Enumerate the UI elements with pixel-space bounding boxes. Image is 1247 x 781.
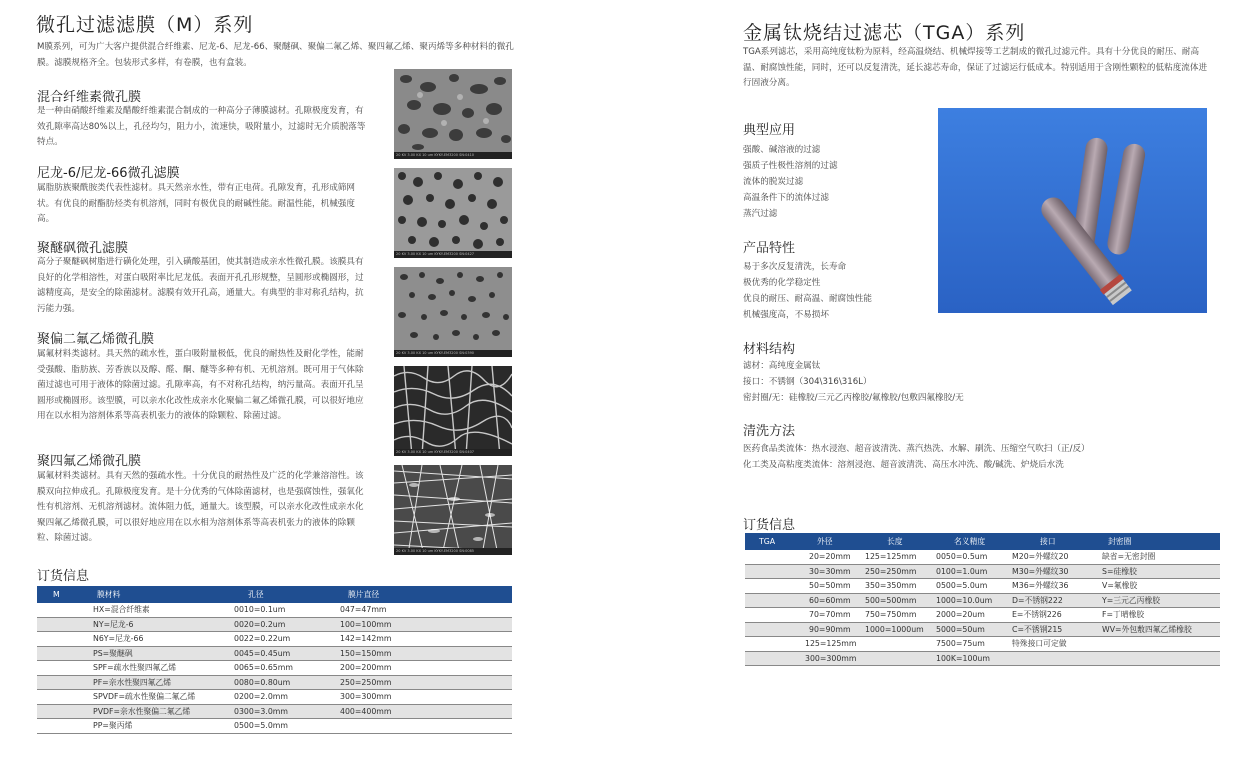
table-cell: 50=50mm — [797, 579, 863, 594]
column-header: TGA — [745, 533, 797, 550]
table-cell: 0065=0.65mm — [234, 661, 340, 676]
table-row — [37, 617, 512, 632]
table-cell: M30=外螺纹30 — [1008, 564, 1100, 579]
table-cell: 70=70mm — [797, 608, 863, 623]
table-cell: M20=外螺纹20 — [1008, 550, 1100, 564]
left-page — [0, 0, 623, 781]
table-row — [37, 646, 512, 661]
micrograph-caption: 20 KV 3.00 KX 10 um KYKY-EM3200 SN:0410 — [394, 152, 512, 159]
micrograph-caption: 20 KV 3.00 KX 10 um KYKY-EM3200 SN:0085 — [394, 548, 512, 555]
table-cell — [340, 719, 512, 734]
table-cell: 0200=2.0mm — [234, 690, 340, 705]
table-cell: 60=60mm — [797, 593, 863, 608]
table-cell — [863, 637, 936, 652]
table-cell: S=硅橡胶 — [1100, 564, 1220, 579]
table-row — [745, 651, 1220, 666]
table-cell: 350=350mm — [863, 579, 936, 594]
table-row — [37, 603, 512, 617]
column-header: 膜片直径 — [340, 586, 512, 603]
table-cell: HX=混合纤维素 — [93, 603, 234, 617]
list-item: 医药食品类流体：热水浸泡、超音波清洗、蒸汽热洗、水解、刷洗、压缩空气吹扫（正/反） — [743, 444, 1090, 454]
table-header-row — [37, 586, 512, 603]
table-cell: 0100=1.0um — [936, 564, 1008, 579]
table-cell: 0020=0.2um — [234, 617, 340, 632]
table-cell: 0080=0.80um — [234, 675, 340, 690]
table-cell: N6Y=尼龙-66 — [93, 632, 234, 647]
section-text-nylon: 属脂肪族聚酰胺类代表性滤材。具天然亲水性，带有正电荷。孔隙发育，孔形成筛网状。有优良的耐酯肪烃类有机溶剂，同时有极优良的耐碱性能。耐温性能，机械强度高。 — [37, 183, 355, 225]
table-row — [745, 564, 1220, 579]
applications-heading: 典型应用 — [743, 123, 796, 138]
micrograph-caption: 20 KV 3.00 KX 10 um KYKY-EM3200 SN:0390 — [394, 350, 512, 357]
section-text-mce: 是一种由硝酸纤维素及醋酸纤维素混合制成的一种高分子薄膜滤材。孔隙极度发育，有效孔隙率高达80%以上，孔径均匀，阻力小，流速快，吸附量小，过滤时无介质脱落等特点。 — [37, 106, 366, 148]
section-heading-pes: 聚醚砜微孔滤膜 — [37, 241, 129, 256]
section-heading-mce: 混合纤维素微孔膜 — [37, 90, 142, 105]
table-cell: 750=750mm — [863, 608, 936, 623]
table-cell: V=氟橡胶 — [1100, 579, 1220, 594]
table-cell: PVDF=亲水性聚偏二氟乙烯 — [93, 704, 234, 719]
table-cell: 90=90mm — [797, 622, 863, 637]
list-item: 优良的耐压、耐高温、耐腐蚀性能 — [743, 294, 872, 304]
order-table-m — [37, 586, 512, 734]
table-cell: 047=47mm — [340, 603, 512, 617]
column-header: 膜材料 — [93, 586, 234, 603]
micrograph-caption: 20 KV 3.00 KX 10 um KYKY-EM3200 SN:0407 — [394, 449, 512, 456]
micrograph-pvdf — [394, 366, 512, 456]
table-cell: C=不锈钢215 — [1008, 622, 1100, 637]
table-cell — [1100, 651, 1220, 666]
table-cell: 7500=75um — [936, 637, 1008, 652]
table-cell: SPF=疏水性聚四氟乙烯 — [93, 661, 234, 676]
table-cell: 300=300mm — [797, 651, 863, 666]
list-item: 强酸、碱溶液的过滤 — [743, 145, 821, 155]
table-cell: D=不锈钢222 — [1008, 593, 1100, 608]
list-item: 高温条件下的流体过滤 — [743, 193, 829, 203]
column-header: 封密圈 — [1100, 533, 1220, 550]
table-row — [37, 704, 512, 719]
table-cell: SPVDF=疏水性聚偏二氟乙烯 — [93, 690, 234, 705]
materials-heading: 材料结构 — [743, 342, 796, 357]
table-row — [745, 550, 1220, 564]
column-header: 接口 — [1008, 533, 1100, 550]
table-cell: 125=125mm — [797, 637, 863, 652]
column-header: M — [37, 586, 93, 603]
list-item: 机械强度高，不易损坏 — [743, 310, 829, 320]
table-cell: 0300=3.0mm — [234, 704, 340, 719]
list-item: 极优秀的化学稳定性 — [743, 278, 821, 288]
order-heading: 订货信息 — [743, 518, 796, 533]
table-row — [37, 632, 512, 647]
list-item: 强质子性极性溶剂的过滤 — [743, 161, 838, 171]
column-header: 外径 — [797, 533, 863, 550]
table-cell: 200=200mm — [340, 661, 512, 676]
table-cell: 1000=10.0um — [936, 593, 1008, 608]
table-cell: 142=142mm — [340, 632, 512, 647]
table-cell: 150=150mm — [340, 646, 512, 661]
micrograph-caption: 20 KV 3.00 KX 10 um KYKY-EM3200 SN:0427 — [394, 251, 512, 258]
table-cell: 100K=100um — [936, 651, 1008, 666]
table-cell: WV=外包敷四氟乙烯橡胶 — [1100, 622, 1220, 637]
table-cell: 1000=1000um — [863, 622, 936, 637]
table-cell: 0500=5.0um — [936, 579, 1008, 594]
table-row — [37, 719, 512, 734]
list-item: 接口：不锈钢（304\316\316L） — [743, 377, 872, 387]
table-cell: E=不锈钢226 — [1008, 608, 1100, 623]
order-table-tga — [745, 533, 1220, 666]
section-text-pvdf: 属氟材料类滤材。具天然的疏水性，蛋白吸附量极低，优良的耐热性及耐化学性，能耐受强酸、脂肪族、芳香族以及醇、醛、酮、醚等多种有机、无机溶剂。既可用于气体除菌过滤也可用于液体的除菌过滤。孔隙率高，有不对称孔结构，纳污量高。表面开孔呈圆形或椭圆形。该型膜，可以亲水化改性成亲水化聚偏二氟乙烯微孔膜，可以很好地应用在以水相为溶剂体系等高表机张力的液体的除颗粒、除菌过滤。 — [37, 349, 364, 422]
page-title: 金属钛烧结过滤芯（TGA）系列 — [743, 22, 1026, 44]
list-item: 滤材：高纯度金属钛 — [743, 361, 821, 371]
list-item: 化工类及高粘度类流体：溶剂浸泡、超音波清洗、高压水冲洗、酸/碱洗、炉烧后水洗 — [743, 460, 1064, 470]
table-cell: 0050=0.5um — [936, 550, 1008, 564]
table-cell: 500=500mm — [863, 593, 936, 608]
column-header: 名义精度 — [936, 533, 1008, 550]
table-cell: 20=20mm — [797, 550, 863, 564]
table-cell: 2000=20um — [936, 608, 1008, 623]
table-row — [745, 579, 1220, 594]
column-header: 孔径 — [234, 586, 340, 603]
table-cell: 125=125mm — [863, 550, 936, 564]
list-item: 密封圈/无：硅橡胶/三元乙丙橡胶/氟橡胶/包敷四氟橡胶/无 — [743, 393, 964, 403]
table-row — [37, 690, 512, 705]
section-text-ptfe: 属氟材料类滤材。具有天然的强疏水性。十分优良的耐热性及广泛的化学兼溶溶性。该膜双向拉伸成孔。孔隙极度发育。是十分优秀的气体除菌滤材，也是强腐蚀性，强氧化性有机溶剂、无机溶剂滤材。流体阻力低，通量大。该型膜，可以亲水化改性成亲水化聚四氟乙烯微孔膜，可以很好地应用在以水相为溶剂体系等高表机张力的液体的除颗粒、除菌过滤。 — [37, 471, 364, 544]
table-cell: 30=30mm — [797, 564, 863, 579]
table-row — [745, 622, 1220, 637]
list-item: 蒸汽过滤 — [743, 209, 778, 219]
table-header-row — [745, 533, 1220, 550]
table-row — [37, 675, 512, 690]
list-item: 易于多次反复清洗，长寿命 — [743, 262, 847, 272]
section-heading-nylon: 尼龙-6/尼龙-66微孔滤膜 — [37, 166, 180, 181]
section-heading-pvdf: 聚偏二氟乙烯微孔膜 — [37, 332, 155, 347]
micrograph-mce — [394, 69, 512, 159]
list-item: 流体的脱炭过滤 — [743, 177, 804, 187]
order-heading: 订货信息 — [37, 569, 90, 584]
micrograph-nylon — [394, 168, 512, 258]
micrograph-pes — [394, 267, 512, 357]
table-cell: 0500=5.0mm — [234, 719, 340, 734]
table-cell: PF=亲水性聚四氟乙烯 — [93, 675, 234, 690]
table-cell: 250=250mm — [863, 564, 936, 579]
intro-text: M膜系列，可为广大客户提供混合纤维素、尼龙-6、尼龙-66、聚醚砜、聚偏二氟乙烯、聚四氟乙烯、聚丙烯等多种材料的微孔膜。滤膜规格齐全。包装形式多样，有卷膜，也有盒装。 — [37, 42, 514, 68]
table-row — [37, 661, 512, 676]
table-cell: Y=三元乙丙橡胶 — [1100, 593, 1220, 608]
table-cell: 缺省=无密封圈 — [1100, 550, 1220, 564]
table-cell: 0045=0.45um — [234, 646, 340, 661]
table-cell: NY=尼龙-6 — [93, 617, 234, 632]
table-row — [745, 593, 1220, 608]
table-cell: 0010=0.1um — [234, 603, 340, 617]
micrograph-ptfe — [394, 465, 512, 555]
table-cell: F=丁晴橡胶 — [1100, 608, 1220, 623]
titanium-filter-product-image — [938, 108, 1207, 313]
table-row — [745, 608, 1220, 623]
table-cell: 5000=50um — [936, 622, 1008, 637]
table-cell — [1100, 637, 1220, 652]
table-cell: PP=聚丙烯 — [93, 719, 234, 734]
table-row — [745, 637, 1220, 652]
table-cell — [1008, 651, 1100, 666]
features-heading: 产品特性 — [743, 241, 796, 256]
cleaning-heading: 清洗方法 — [743, 424, 796, 439]
table-cell: PS=聚醚砜 — [93, 646, 234, 661]
column-header: 长度 — [863, 533, 936, 550]
table-cell: 300=300mm — [340, 690, 512, 705]
table-cell — [863, 651, 936, 666]
page-title: 微孔过滤滤膜（M）系列 — [36, 14, 254, 36]
section-heading-ptfe: 聚四氟乙烯微孔膜 — [37, 454, 142, 469]
intro-text: TGA系列滤芯，采用高纯度钛粉为原料，经高温烧结、机械焊接等工艺制成的微孔过滤元件。具有十分优良的耐压、耐高温、耐腐蚀性能，同时，还可以反复清洗，延长滤芯寿命，保证了过滤运行低成本。特别适用于含刚性颗粒的低粘度流体进行固液分离。 — [743, 47, 1208, 89]
table-cell: 250=250mm — [340, 675, 512, 690]
table-cell: 400=400mm — [340, 704, 512, 719]
table-cell: 100=100mm — [340, 617, 512, 632]
table-cell: 特殊接口可定做 — [1008, 637, 1100, 652]
section-text-pes: 高分子聚醚砜树脂进行磺化处理，引入磺酸基团，使其制造成亲水性微孔膜。该膜具有良好的化学相溶性，对蛋白吸附率比尼龙低。表面开孔孔形规整，呈圆形或椭圆形，过滤精度高，是安全的除菌滤材。滤膜有效开孔高，通量大。有典型的非对称孔结构，抗污能力强。 — [37, 257, 364, 314]
table-cell: M36=外螺纹36 — [1008, 579, 1100, 594]
table-cell: 0022=0.22um — [234, 632, 340, 647]
